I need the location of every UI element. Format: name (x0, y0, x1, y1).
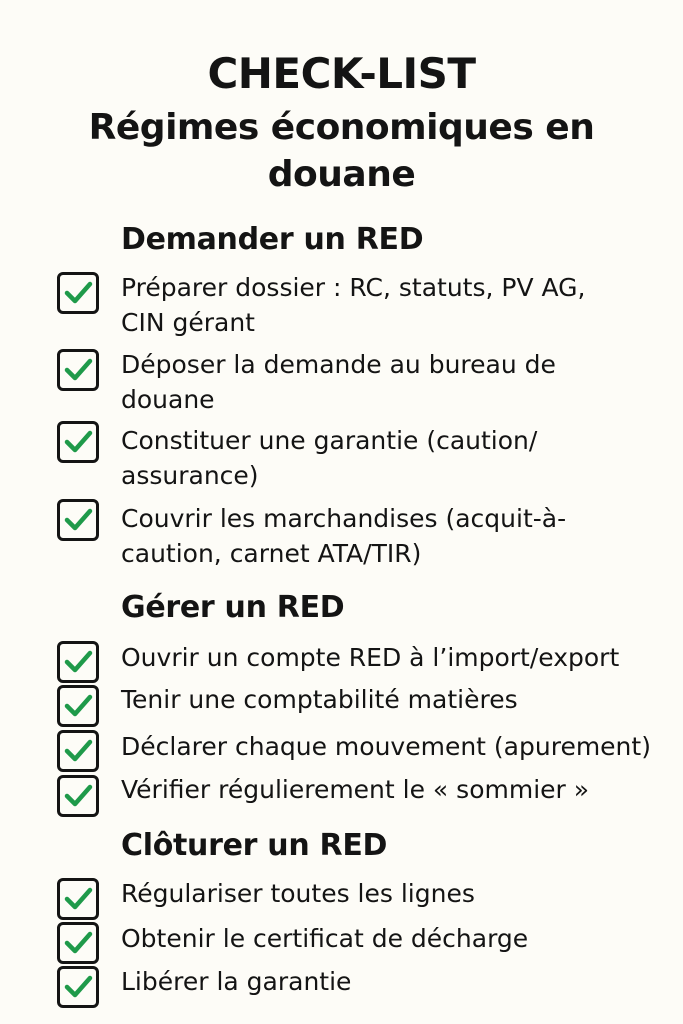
check-mark-icon (63, 428, 93, 456)
checked-checkbox-icon[interactable] (57, 878, 99, 920)
checked-checkbox-icon[interactable] (57, 966, 99, 1008)
check-mark-icon (63, 782, 93, 810)
checked-checkbox-icon[interactable] (57, 775, 99, 817)
checklist-item-text (121, 347, 661, 417)
item-line: douane (121, 385, 215, 414)
section-heading-gerer: Gérer un RED (121, 590, 345, 625)
checked-checkbox-icon[interactable] (57, 349, 99, 391)
section-heading-demander: Demander un RED (121, 222, 424, 257)
page-title: CHECK-LIST (207, 49, 476, 98)
check-mark-icon (63, 648, 93, 676)
checklist-item-text: Vérifier régulierement le « sommier » (121, 775, 590, 804)
checked-checkbox-icon[interactable] (57, 499, 99, 541)
item-line: assurance) (121, 461, 259, 490)
check-mark-icon (63, 929, 93, 957)
checked-checkbox-icon[interactable] (57, 685, 99, 727)
checklist-item-text: Tenir une comptabilité matières (121, 685, 518, 714)
section-heading-cloturer: Clôturer un RED (121, 828, 388, 863)
item-line: Préparer dossier : RC, statuts, PV AG, (121, 273, 586, 302)
checked-checkbox-icon[interactable] (57, 922, 99, 964)
check-mark-icon (63, 885, 93, 913)
checked-checkbox-icon[interactable] (57, 421, 99, 463)
checked-checkbox-icon[interactable] (57, 272, 99, 314)
page-subtitle: Régimes économiques en (88, 107, 595, 148)
check-mark-icon (63, 737, 93, 765)
checklist-item-text: Ouvrir un compte RED à l’import/export (121, 643, 620, 672)
checklist-item-text: Obtenir le certificat de décharge (121, 924, 529, 953)
item-line: Couvrir les marchandises (acquit-à- (121, 504, 567, 533)
checked-checkbox-icon[interactable] (57, 730, 99, 772)
check-mark-icon (63, 279, 93, 307)
checked-checkbox-icon[interactable] (57, 641, 99, 683)
item-line: caution, carnet ATA/TIR) (121, 539, 422, 568)
item-line: Constituer une garantie (caution/ (121, 426, 538, 455)
check-mark-icon (63, 692, 93, 720)
checklist-item-text (121, 423, 661, 493)
item-line: Déposer la demande au bureau de (121, 350, 556, 379)
checklist-item-text (121, 270, 661, 340)
item-line: CIN gérant (121, 308, 255, 337)
checklist-item-text: Déclarer chaque mouvement (apurement) (121, 732, 651, 761)
check-mark-icon (63, 356, 93, 384)
page-subtitle-continued: douane (267, 154, 416, 195)
checklist-item-text: Libérer la garantie (121, 967, 352, 996)
check-mark-icon (63, 506, 93, 534)
check-mark-icon (63, 973, 93, 1001)
checklist-item-text (121, 501, 661, 571)
checklist-item-text: Régulariser toutes les lignes (121, 879, 475, 908)
